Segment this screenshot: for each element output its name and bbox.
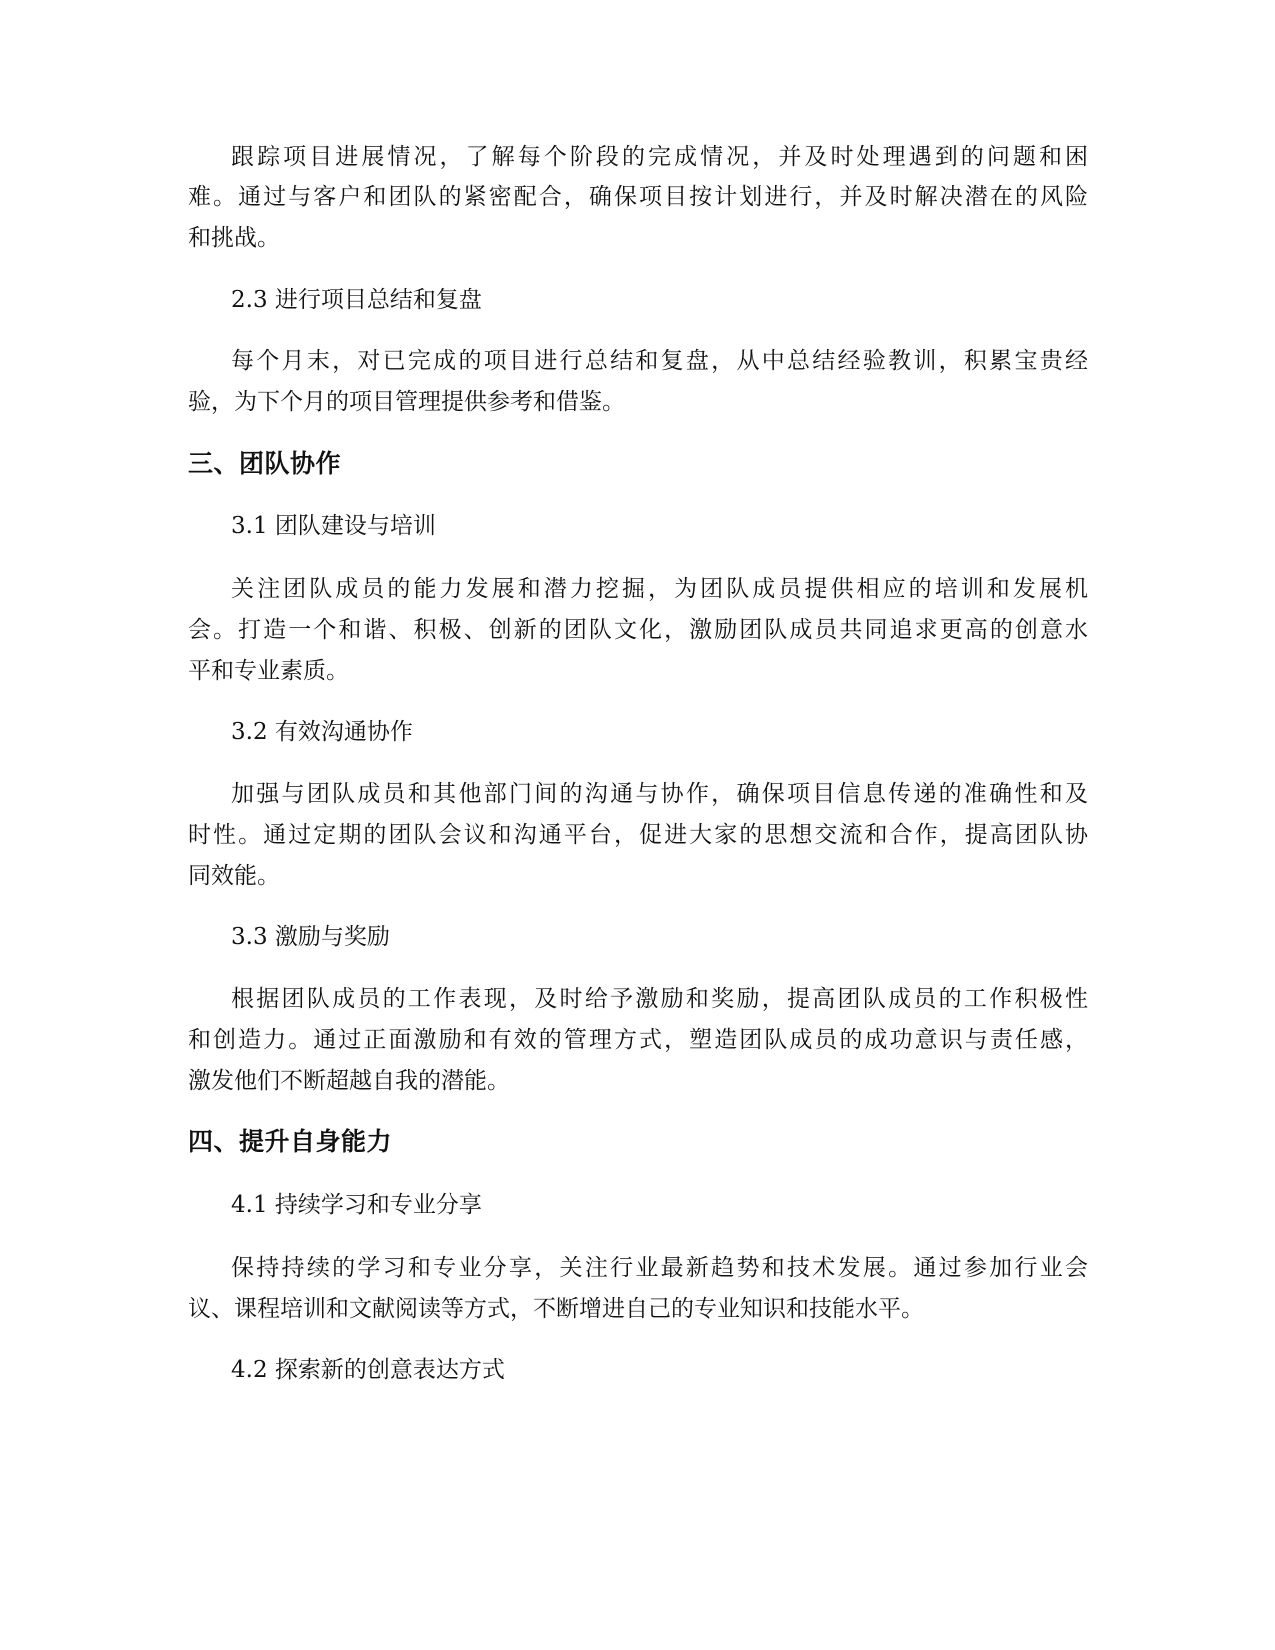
- paragraph-line: 时性。通过定期的团队会议和沟通平台，促进大家的思想交流和合作，提高团队协: [188, 822, 1088, 848]
- paragraph-line: 关注团队成员的能力发展和潜力挖掘，为团队成员提供相应的培训和发展机: [231, 576, 1088, 602]
- section-heading: 三、团队协作: [188, 449, 342, 478]
- section-subheading: 3.2 有效沟通协作: [231, 719, 413, 745]
- paragraph-line: 和挑战。: [188, 225, 280, 251]
- section-heading: 四、提升自身能力: [188, 1127, 393, 1156]
- paragraph-line: 和创造力。通过正面激励和有效的管理方式，塑造团队成员的成功意识与责任感，: [188, 1027, 1088, 1053]
- paragraph-line: 议、课程培训和文献阅读等方式，不断增进自己的专业知识和技能水平。: [188, 1296, 924, 1322]
- paragraph-line: 激发他们不断超越自我的潜能。: [188, 1068, 510, 1094]
- paragraph-line: 加强与团队成员和其他部门间的沟通与协作，确保项目信息传递的准确性和及: [231, 781, 1088, 807]
- paragraph-line: 每个月末，对已完成的项目进行总结和复盘，从中总结经验教训，积累宝贵经: [231, 348, 1088, 374]
- section-subheading: 3.1 团队建设与培训: [231, 513, 436, 539]
- paragraph-line: 保持持续的学习和专业分享，关注行业最新趋势和技术发展。通过参加行业会: [231, 1255, 1088, 1281]
- paragraph-line: 跟踪项目进展情况，了解每个阶段的完成情况，并及时处理遇到的问题和困: [231, 144, 1088, 170]
- section-subheading: 3.3 激励与奖励: [231, 924, 390, 950]
- section-subheading: 4.1 持续学习和专业分享: [231, 1192, 482, 1218]
- section-subheading: 4.2 探索新的创意表达方式: [231, 1357, 505, 1383]
- paragraph-line: 验，为下个月的项目管理提供参考和借鉴。: [188, 389, 625, 415]
- paragraph-line: 同效能。: [188, 863, 280, 889]
- paragraph-line: 平和专业素质。: [188, 658, 349, 684]
- paragraph-line: 根据团队成员的工作表现，及时给予激励和奖励，提高团队成员的工作积极性: [231, 986, 1088, 1012]
- paragraph-line: 会。打造一个和谐、积极、创新的团队文化，激励团队成员共同追求更高的创意水: [188, 617, 1088, 643]
- paragraph-line: 难。通过与客户和团队的紧密配合，确保项目按计划进行，并及时解决潜在的风险: [188, 184, 1088, 210]
- section-subheading: 2.3 进行项目总结和复盘: [231, 287, 482, 313]
